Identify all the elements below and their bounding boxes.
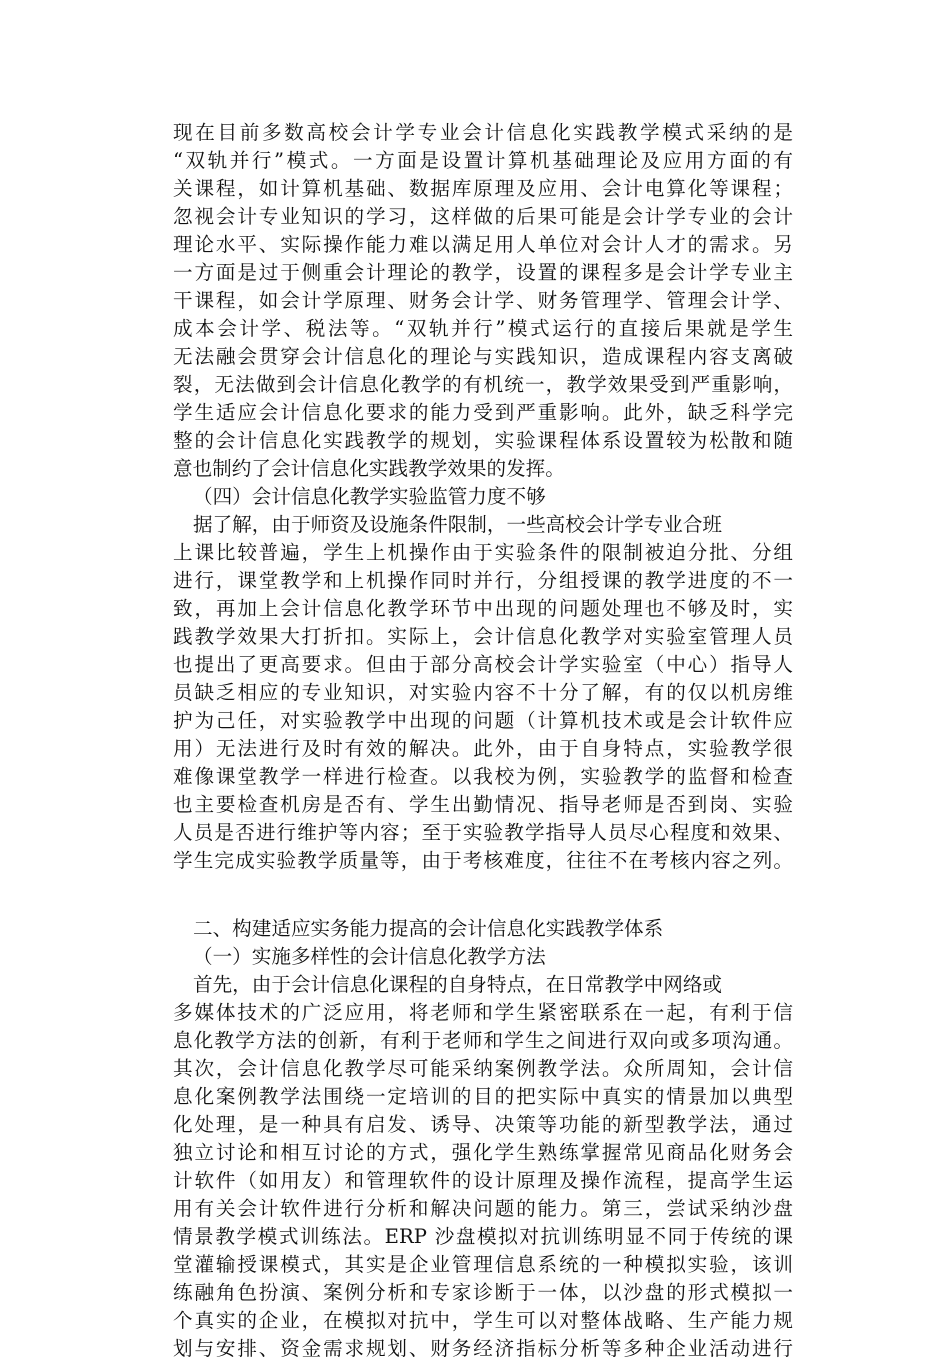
paragraph-first-line: 据了解，由于师资及设施条件限制，一些高校会计学专业合班 [193,513,723,536]
body-text-line: 其次，会计信息化教学尽可能采纳案例教学法。众所周知，会计信 [173,1057,793,1080]
body-text-line: 现在目前多数高校会计学专业会计信息化实践教学模式采纳的是 [173,121,793,144]
body-text-line: 用）无法进行及时有效的解决。此外，由于自身特点，实验教学很 [173,737,793,760]
body-text-line: 学生适应会计信息化要求的能力受到严重影响。此外，缺乏科学完 [173,401,793,424]
body-text-line: 也主要检查机房是否有、学生出勤情况、指导老师是否到岗、实验 [173,793,793,816]
body-text-line: 致，再加上会计信息化教学环节中出现的问题处理也不够及时，实 [173,597,793,620]
section-heading: （四）会计信息化教学实验监管力度不够 [193,485,546,508]
body-text-line: 息化教学方法的创新，有利于老师和学生之间进行双向或多项沟通。 [173,1029,793,1052]
body-text-line: 多媒体技术的广泛应用，将老师和学生紧密联系在一起，有利于信 [173,1001,793,1024]
body-text-line: 理论水平、实际操作能力难以满足用人单位对会计人才的需求。另 [173,233,793,256]
body-text-line: 练融角色扮演、案例分析和专家诊断于一体，以沙盘的形式模拟一 [173,1281,793,1304]
body-text-line: 关课程，如计算机基础、数据库原理及应用、会计电算化等课程； [173,177,793,200]
paragraph-first-line: 首先，由于会计信息化课程的自身特点，在日常教学中网络或 [193,973,723,996]
body-text-line: 个真实的企业，在模拟对抗中，学生可以对整体战略、生产能力规 [173,1309,793,1332]
body-text-line: 成本会计学、税法等。“双轨并行”模式运行的直接后果就是学生 [173,317,793,340]
body-text-line: 忽视会计专业知识的学习，这样做的后果可能是会计学专业的会计 [173,205,793,228]
body-text-line: 化处理，是一种具有启发、诱导、决策等功能的新型教学法，通过 [173,1113,793,1136]
body-text-line: 进行，课堂教学和上机操作同时并行，分组授课的教学进度的不一 [173,569,793,592]
body-text-line: 学生完成实验教学质量等，由于考核难度，往往不在考核内容之列。 [173,849,793,872]
body-text-line: 上课比较普遍，学生上机操作由于实验条件的限制被迫分批、分组 [173,541,793,564]
body-text-line: 也提出了更高要求。但由于部分高校会计学实验室（中心）指导人 [173,653,793,676]
section-heading: 二、构建适应实务能力提高的会计信息化实践教学体系 [193,917,664,940]
body-text-line: 划与安排、资金需求规划、财务经济指标分析等多种企业活动进行 [173,1337,793,1360]
body-text-line: 人员是否进行维护等内容；至于实验教学指导人员尽心程度和效果、 [173,821,793,844]
body-text-line: 员缺乏相应的专业知识，对实验内容不十分了解，有的仅以机房维 [173,681,793,704]
body-text-line: 计软件（如用友）和管理软件的设计原理及操作流程，提高学生运 [173,1169,793,1192]
body-text-line: 意也制约了会计信息化实践教学效果的发挥。 [173,457,565,480]
body-text-line: 用有关会计软件进行分析和解决问题的能力。第三，尝试采纳沙盘 [173,1197,793,1220]
body-text-line: 无法融会贯穿会计信息化的理论与实践知识，造成课程内容支离破 [173,345,793,368]
body-text-line: 整的会计信息化实践教学的规划，实验课程体系设置较为松散和随 [173,429,793,452]
subsection-heading: （一）实施多样性的会计信息化教学方法 [193,945,546,968]
body-text-line: 干课程，如会计学原理、财务会计学、财务管理学、管理会计学、 [173,289,793,312]
body-text-line: 堂灌输授课模式，其实是企业管理信息系统的一种模拟实验，该训 [173,1253,793,1276]
body-text-line: “双轨并行”模式。一方面是设置计算机基础理论及应用方面的有 [173,149,793,172]
body-text-line: 裂，无法做到会计信息化教学的有机统一，教学效果受到严重影响， [173,373,793,396]
body-text-line: 一方面是过于侧重会计理论的教学，设置的课程多是会计学专业主 [173,261,793,284]
body-text-line: 息化案例教学法围绕一定培训的目的把实际中真实的情景加以典型 [173,1085,793,1108]
body-text-line: 独立讨论和相互讨论的方式，强化学生熟练掌握常见商品化财务会 [173,1141,793,1164]
body-text-line: 践教学效果大打折扣。实际上，会计信息化教学对实验室管理人员 [173,625,793,648]
body-text-line: 情景教学模式训练法。ERP 沙盘模拟对抗训练明显不同于传统的课 [173,1225,793,1248]
body-text-line: 难像课堂教学一样进行检查。以我校为例，实验教学的监督和检查 [173,765,793,788]
body-text-line: 护为己任，对实验教学中出现的问题（计算机技术或是会计软件应 [173,709,793,732]
